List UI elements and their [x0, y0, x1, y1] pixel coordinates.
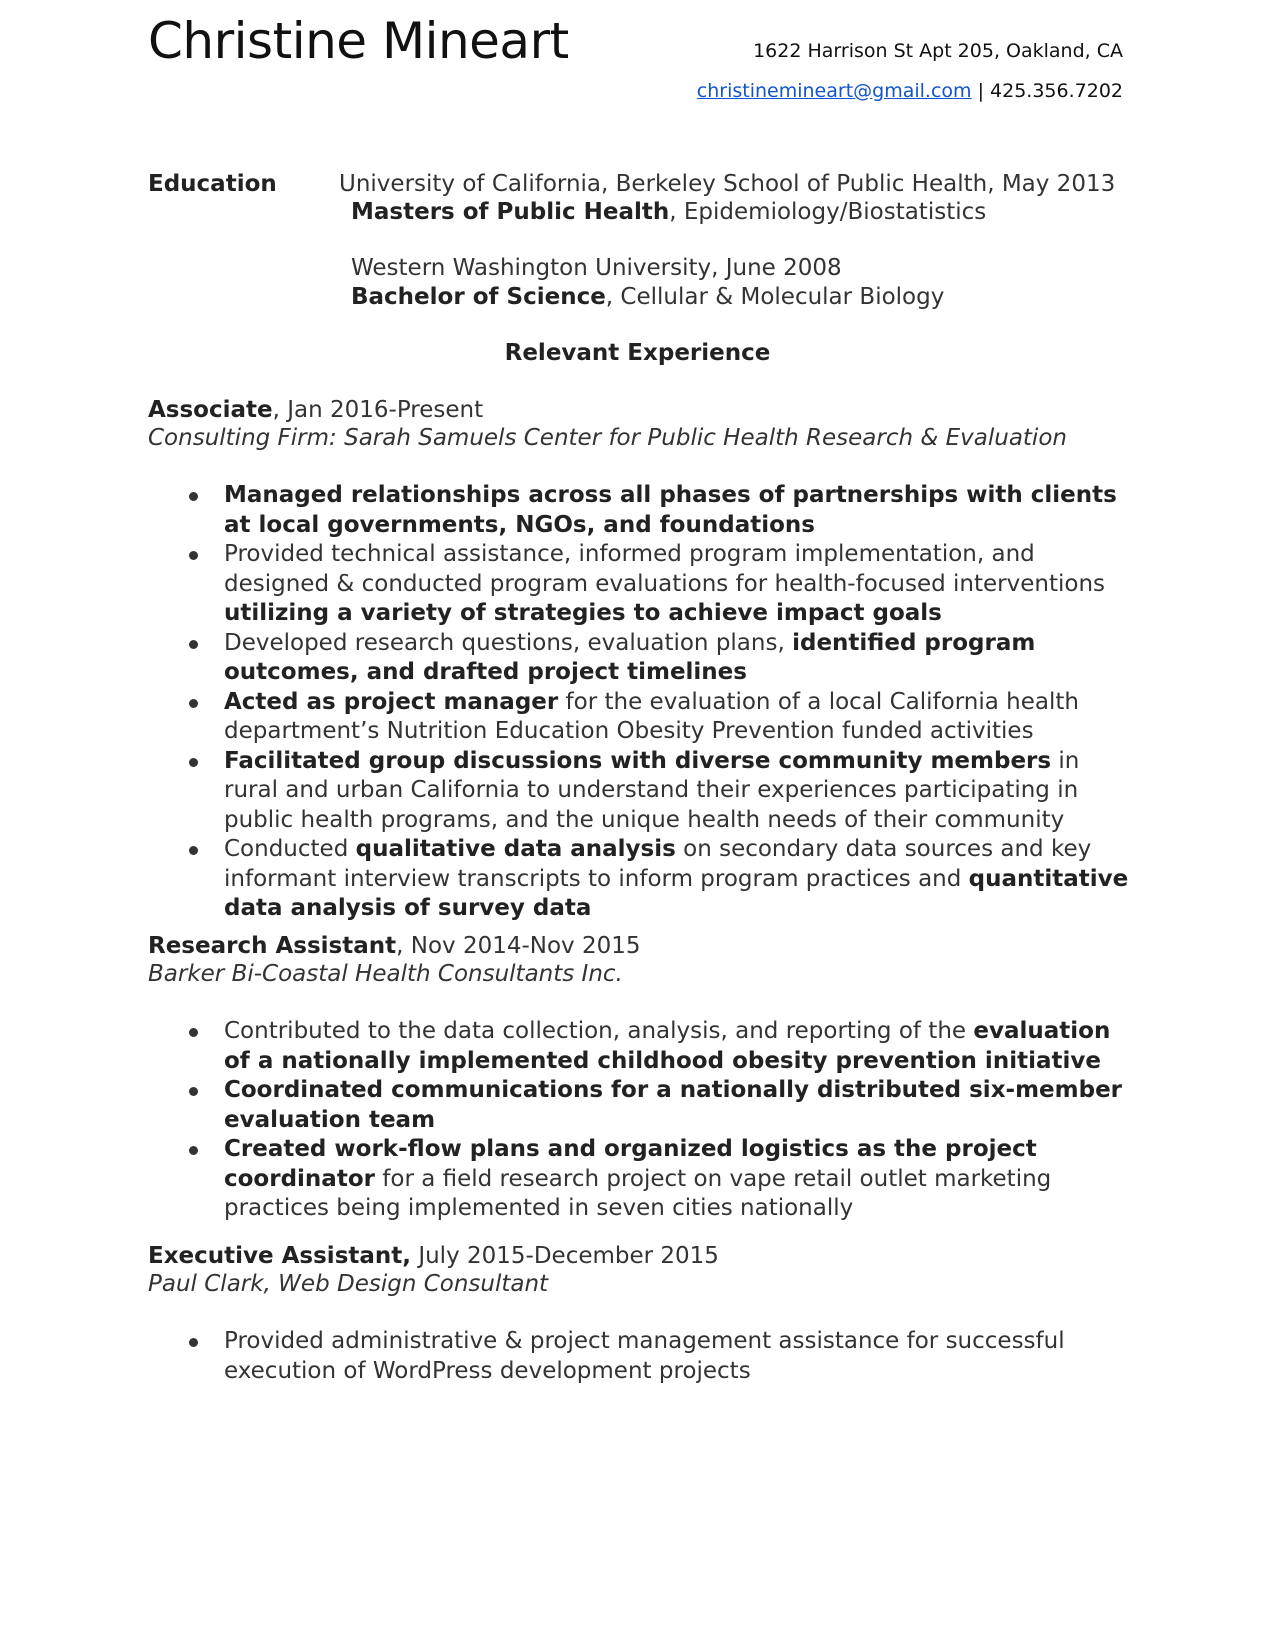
- job-1-org: [148, 425, 1067, 451]
- field-2: , Cellular & Molecular Biology: [605, 284, 945, 310]
- bullet-plain-text: Developed research questions, evaluation plans,: [224, 629, 793, 656]
- bullet-bold-text: Managed relationships across all phases of partnerships with clients at local governments, NGOs, and foundations: [224, 482, 1117, 538]
- job-1-org-text: Consulting Firm: Sarah Samuels Center for Public Health Research & Evaluation: [148, 425, 1067, 451]
- bullet-dot-icon: [189, 492, 198, 501]
- job-3-title-line: [148, 1243, 719, 1269]
- bullet-plain-text: Contributed to the data collection, analysis, and reporting of the: [224, 1018, 974, 1044]
- bullet-item: [0, 1327, 1275, 1386]
- school-2: Western Washington University, June 2008: [351, 255, 842, 281]
- bullet-plain-text: Conducted: [224, 836, 356, 862]
- bullet-dot-icon: [189, 846, 198, 855]
- bullet-dot-icon: [189, 640, 198, 649]
- degree-line-1: [351, 199, 986, 225]
- email-link[interactable]: christinemineart@gmail.com: [696, 80, 972, 102]
- bullet-text: [224, 1076, 1134, 1135]
- job-2-org-text: Barker Bi-Coastal Health Consultants Inc.: [148, 961, 623, 987]
- bullet-plain-text: in rural and urban California to understand their experiences participating in public health programs, and the unique health needs of their community: [224, 747, 1080, 833]
- bullet-dot-icon: [189, 699, 198, 708]
- job-2-dates: , Nov 2014-Nov 2015: [396, 933, 641, 959]
- job-1-title-line: [148, 397, 483, 423]
- bullet-item: [0, 1076, 1275, 1135]
- contact-separator: |: [977, 80, 984, 102]
- degree-2: Bachelor of Science: [351, 284, 606, 310]
- bullet-item: [0, 1135, 1275, 1224]
- bullet-item: [0, 747, 1275, 836]
- bullet-dot-icon: [189, 551, 198, 560]
- job-1-title: Associate: [148, 397, 273, 423]
- job-3-org-text: Paul Clark, Web Design Consultant: [148, 1271, 549, 1297]
- bullet-item: [0, 540, 1275, 629]
- bullet-plain-text: Provided technical assistance, informed program implementation, and designed & conducted program evaluations for health-focused interventions: [224, 541, 1106, 597]
- bullet-text: [224, 540, 1134, 629]
- job-2-bullets: [0, 1017, 1275, 1224]
- bullet-item: [0, 629, 1275, 688]
- bullet-item: [0, 1017, 1275, 1076]
- bullet-text: [224, 688, 1134, 747]
- bullet-bold-text: utilizing a variety of strategies to achieve impact goals: [224, 600, 942, 626]
- bullet-bold-text: Facilitated group discussions with diverse community members: [224, 747, 1052, 774]
- bullet-text: [224, 1135, 1134, 1224]
- bullet-text: [224, 747, 1134, 836]
- phone-number: 425.356.7202: [990, 80, 1123, 102]
- degree-1: Masters of Public Health: [351, 199, 670, 225]
- bullet-plain-text: for a field research project on vape retail outlet marketing practices being implemented in seven cities nationally: [224, 1165, 1052, 1221]
- job-2-title-line: [148, 933, 641, 959]
- bullet-text: [224, 835, 1134, 924]
- bullet-item: [0, 688, 1275, 747]
- bullet-dot-icon: [189, 758, 198, 767]
- bullet-text: [224, 629, 1134, 688]
- bullet-text: [224, 1327, 1134, 1386]
- job-1-bullets: [0, 481, 1275, 924]
- bullet-bold-text: quantitative data analysis of survey data: [224, 865, 1129, 921]
- degree-line-2: [351, 284, 944, 310]
- bullet-bold-text: qualitative data analysis: [355, 836, 676, 862]
- job-2-org: [148, 961, 623, 987]
- education-label: Education: [148, 171, 277, 197]
- job-2-title: Research Assistant: [148, 933, 397, 959]
- bullet-item: [0, 835, 1275, 924]
- bullet-dot-icon: [189, 1146, 198, 1155]
- bullet-plain-text: for the evaluation of a local California health department’s Nutrition Education Obesity Prevention funded activities: [224, 688, 1079, 744]
- experience-heading: Relevant Experience: [504, 340, 771, 366]
- bullet-plain-text: on secondary data sources and key informant interview transcripts to inform program practices and: [224, 836, 1092, 892]
- bullet-bold-text: Acted as project manager: [224, 688, 559, 715]
- school-1: University of California, Berkeley School of Public Health, May 2013: [339, 171, 1116, 197]
- job-1-dates: , Jan 2016-Present: [272, 397, 484, 423]
- bullet-dot-icon: [189, 1028, 198, 1037]
- bullet-bold-text: evaluation of a nationally implemented childhood obesity prevention initiative: [224, 1018, 1111, 1074]
- bullet-plain-text: Provided administrative & project management assistance for successful execution of WordPress development projects: [224, 1328, 1065, 1384]
- bullet-dot-icon: [189, 1087, 198, 1096]
- bullet-item: [0, 481, 1275, 540]
- job-3-bullets: [0, 1327, 1275, 1386]
- bullet-text: [224, 1017, 1134, 1076]
- job-3-dates: July 2015-December 2015: [411, 1243, 719, 1269]
- bullet-dot-icon: [189, 1338, 198, 1347]
- job-3-org: [148, 1271, 548, 1297]
- bullet-text: [224, 481, 1134, 540]
- contact-line: [697, 80, 1123, 102]
- field-1: , Epidemiology/Biostatistics: [669, 199, 987, 225]
- address: 1622 Harrison St Apt 205, Oakland, CA: [753, 40, 1123, 62]
- bullet-bold-text: identified program outcomes, and drafted project timelines: [224, 629, 1036, 685]
- bullet-bold-text: Created work-flow plans and organized logistics as the project coordinator: [224, 1136, 1037, 1192]
- bullet-bold-text: Coordinated communications for a nationally distributed six-member evaluation team: [224, 1077, 1123, 1133]
- job-3-title: Executive Assistant,: [148, 1243, 412, 1269]
- candidate-name: Christine Mineart: [148, 12, 569, 70]
